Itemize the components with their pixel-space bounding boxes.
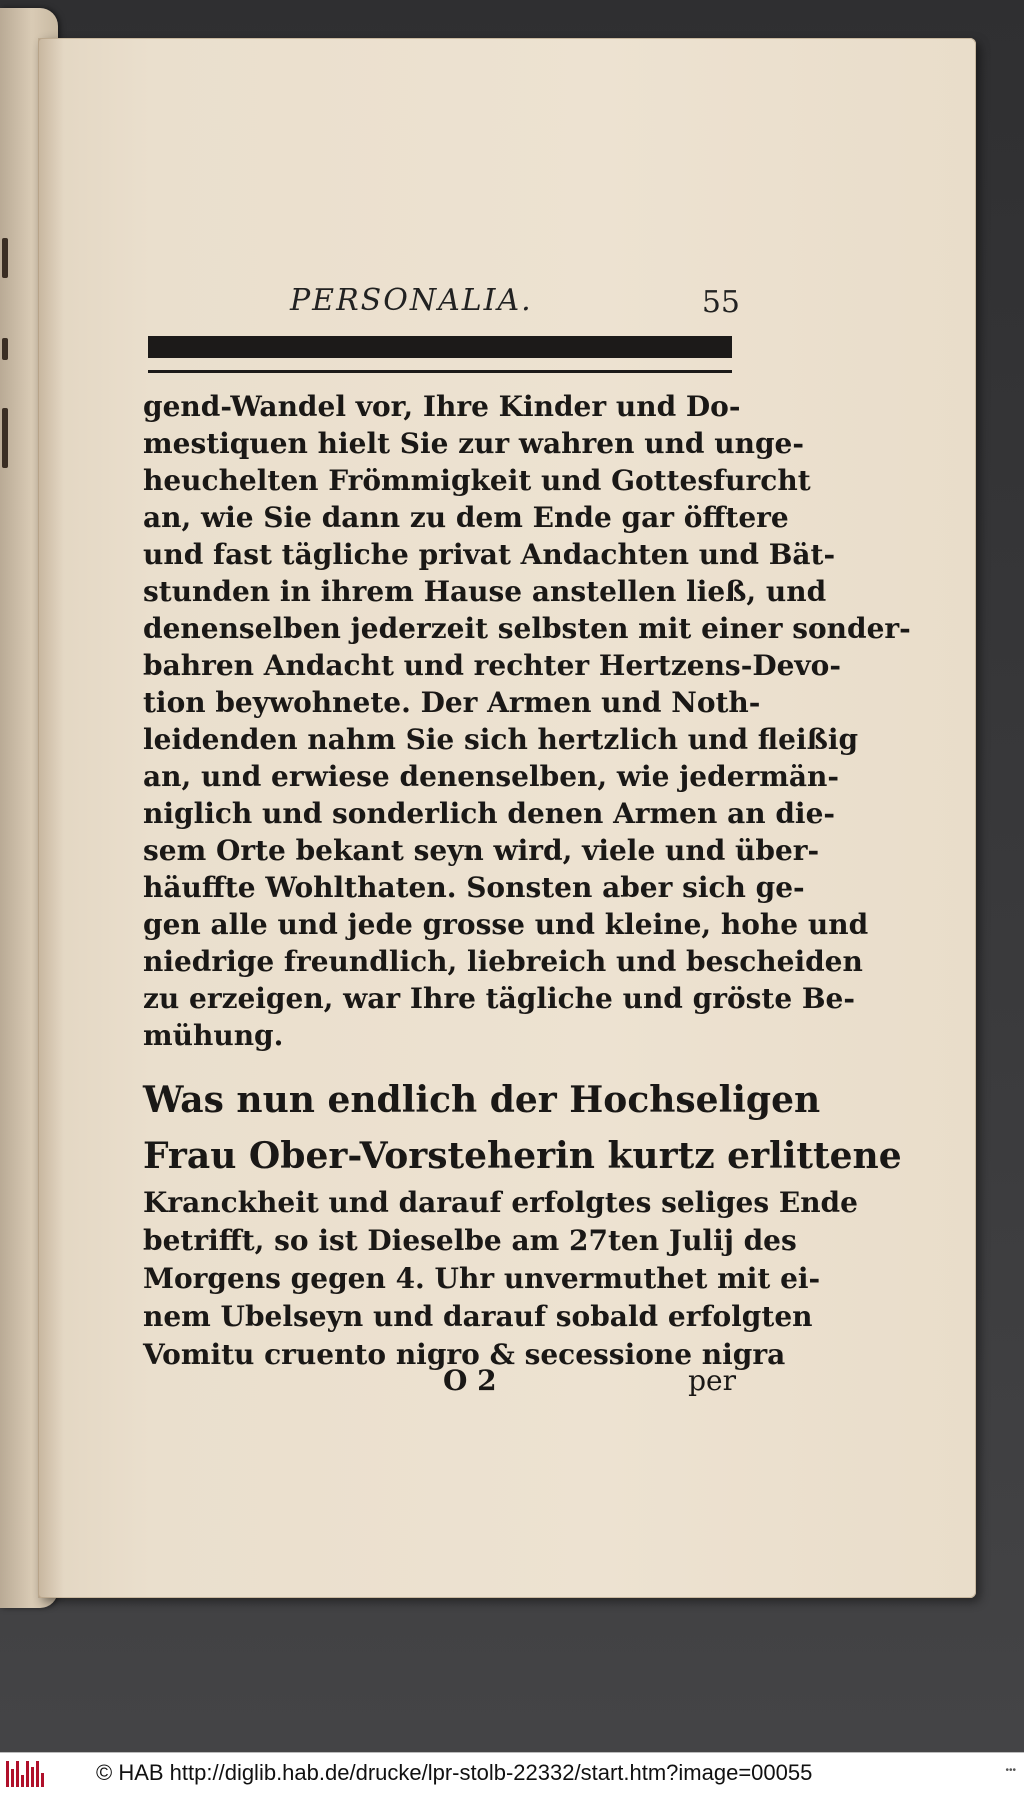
copyright-link[interactable]: © HAB http://diglib.hab.de/drucke/lpr-stolb-22332/start.htm?image=00055 [96, 1760, 813, 1785]
page-gutter-shadow [38, 38, 64, 1598]
signature-mark: O 2 [443, 1364, 497, 1397]
text-line: stunden in ihrem Hause anstellen ließ, und [143, 575, 827, 608]
copyright-caption-bar [0, 1752, 1024, 1793]
text-line: bahren Andacht und rechter Hertzens-Devo- [143, 649, 841, 682]
text-line: betrifft, so ist Dieselbe am 27ten Julij des [143, 1224, 797, 1257]
text-line: heuchelten Frömmigkeit und Gottesfurcht [143, 464, 811, 497]
text-line: an, und erwiese denenselben, wie jedermän- [143, 760, 840, 793]
facing-page-ink-mark [2, 408, 8, 468]
text-line: zu erzeigen, war Ihre tägliche und gröste Be- [143, 982, 855, 1015]
text-line: denenselben jederzeit selbsten mit einer sonder- [143, 612, 911, 645]
page-footer [143, 1364, 736, 1404]
facing-page-ink-mark [2, 238, 8, 278]
text-line: nem Ubelseyn und darauf sobald erfolgten [143, 1300, 813, 1333]
facing-page-ink-mark [2, 338, 8, 360]
hab-logo-icon [6, 1761, 46, 1787]
page-header [290, 283, 740, 327]
catchword: per [688, 1364, 736, 1397]
text-line: gen alle und jede grosse und kleine, hohe und [143, 908, 869, 941]
text-line-large: Frau Ober-Vorsteherin kurtz erlittene [143, 1135, 902, 1177]
text-line: und fast tägliche privat Andachten und Bät- [143, 538, 836, 571]
text-line: an, wie Sie dann zu dem Ende gar öfftere [143, 501, 789, 534]
text-line: niglich und sonderlich denen Armen an die- [143, 797, 836, 830]
text-line: mestiquen hielt Sie zur wahren und unge- [143, 427, 804, 460]
section-paragraph [143, 1184, 858, 1374]
more-dots-icon: ••• [1005, 1765, 1016, 1776]
text-line: Morgens gegen 4. Uhr unvermuthet mit ei- [143, 1262, 821, 1295]
text-line: Kranckheit und darauf erfolgtes seliges Ende [143, 1186, 858, 1219]
text-line-large: Was nun endlich der Hochseligen [143, 1079, 821, 1121]
text-line: häuffte Wohlthaten. Sonsten aber sich ge- [143, 871, 805, 904]
text-line: niedrige freundlich, liebreich und bescheiden [143, 945, 863, 978]
text-line: leidenden nahm Sie sich hertzlich und fleißig [143, 723, 859, 756]
text-line: sem Orte bekant seyn wird, viele und über- [143, 834, 820, 867]
page-number: 55 [701, 285, 740, 320]
header-rule-thick [148, 336, 732, 358]
header-rule-thin [148, 370, 732, 373]
body-paragraph [143, 388, 911, 1054]
text-line: Vomitu cruento nigro & secessione nigra [143, 1338, 786, 1371]
text-line: mühung. [143, 1019, 284, 1052]
section-intro [143, 1072, 902, 1184]
running-title: PERSONALIA. [290, 283, 533, 318]
text-line: tion beywohnete. Der Armen und Noth- [143, 686, 761, 719]
text-line: gend-Wandel vor, Ihre Kinder und Do- [143, 390, 741, 423]
